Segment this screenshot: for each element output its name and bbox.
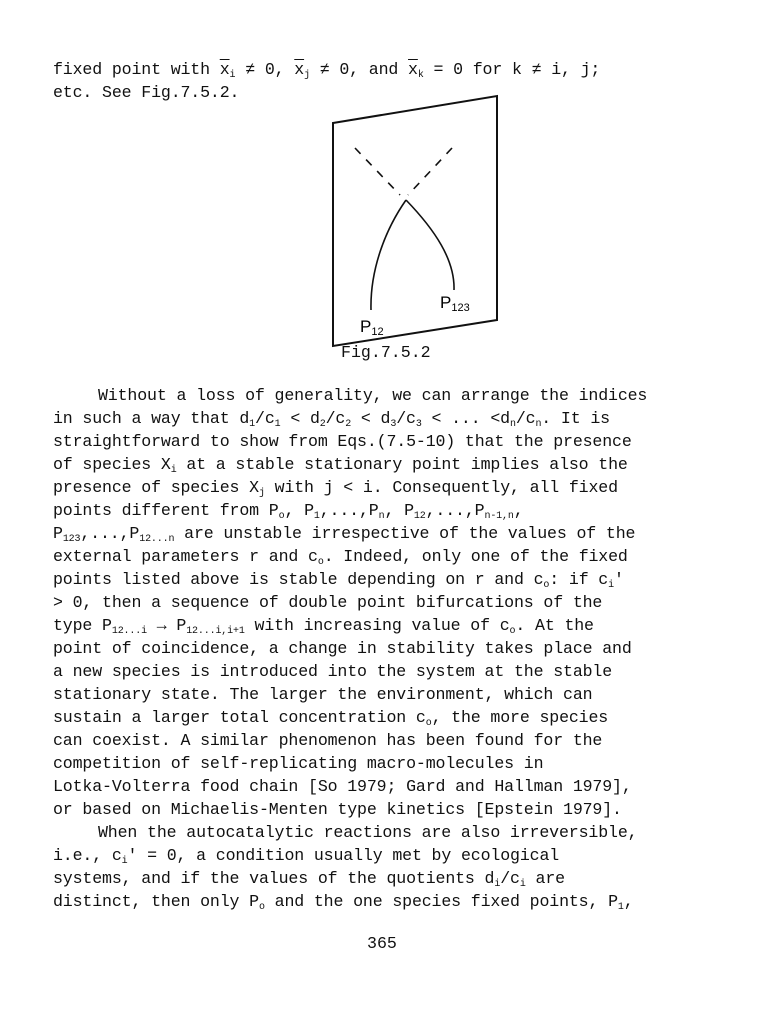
text-line: sustain a larger total concentration $c_o$, the more species bbox=[53, 708, 609, 729]
text-line: straightforward to show from Eqs.(7.5-10) that the presence bbox=[53, 432, 632, 451]
text-line: or based on Michaelis-Menten type kinetics [Epstein 1979]. bbox=[53, 800, 622, 819]
text-line: points listed above is stable depending on r and $c_o$: if $c_i'$ bbox=[53, 570, 624, 591]
dashed-branch-left bbox=[355, 148, 400, 195]
solid-branch-left bbox=[371, 200, 406, 310]
text-line: stationary state. The larger the environment, which can bbox=[53, 685, 593, 704]
text-line: of species $X_i$ at a stable stationary point implies also the bbox=[53, 455, 628, 476]
text-line: presence of species $X_j$ with j < i. Consequently, all fixed bbox=[53, 478, 618, 499]
label-p12: P12 bbox=[360, 317, 384, 338]
text-line: > 0, then a sequence of double point bifurcations of the bbox=[53, 593, 603, 612]
text-line: external parameters r and $c_o$. Indeed, only one of the fixed bbox=[53, 547, 628, 568]
text-line: Without a loss of generality, we can arrange the indices bbox=[98, 386, 648, 405]
text-line: in such a way that $d_1/c_1 < d_2/c_2 < d_3/c_3$ < ... $<d_n/c_n$. It is bbox=[53, 409, 610, 430]
text-line: type $P_{12...i} \to P_{12...i,i+1}$ with increasing value of $c_o$. At the bbox=[53, 616, 594, 637]
text-line: distinct, then only $P_o$ and the one species fixed points, $P_1$, bbox=[53, 892, 634, 913]
text-line: When the autocatalytic reactions are also irreversible, bbox=[98, 823, 638, 842]
text-line: $P_{123},...,P_{12...n}$ are unstable irrespective of the values of the bbox=[53, 524, 636, 545]
figure-frame bbox=[333, 96, 497, 346]
figure-caption: Fig.7.5.2 bbox=[341, 343, 431, 362]
bifurcation-figure bbox=[0, 0, 773, 360]
label-p123: P123 bbox=[440, 293, 470, 314]
text-line: etc. See Fig.7.5.2. bbox=[53, 83, 240, 102]
text-line: fixed point with $\overline{x}_i \ne 0$, $\overline{x}_j \ne 0$, and $\overline{x}_k = 0$ for k ≠ i, j; bbox=[53, 60, 601, 81]
text-line: i.e., $c_i' = 0$, a condition usually met by ecological bbox=[53, 846, 560, 867]
page-number: 365 bbox=[367, 934, 397, 953]
text-line: points different from $P_o$, $P_1,...,P_n$, $P_{12},...,P_{n-1,n}$, bbox=[53, 501, 524, 522]
solid-branch-right bbox=[406, 200, 454, 290]
dashed-branch-right bbox=[408, 148, 452, 195]
text-line: can coexist. A similar phenomenon has been found for the bbox=[53, 731, 603, 750]
text-line: Lotka-Volterra food chain [So 1979; Gard and Hallman 1979], bbox=[53, 777, 632, 796]
text-line: competition of self-replicating macro-molecules in bbox=[53, 754, 544, 773]
text-line: point of coincidence, a change in stability takes place and bbox=[53, 639, 632, 658]
text-line: systems, and if the values of the quotients $d_i/c_i$ are bbox=[53, 869, 565, 890]
text-line: a new species is introduced into the system at the stable bbox=[53, 662, 613, 681]
